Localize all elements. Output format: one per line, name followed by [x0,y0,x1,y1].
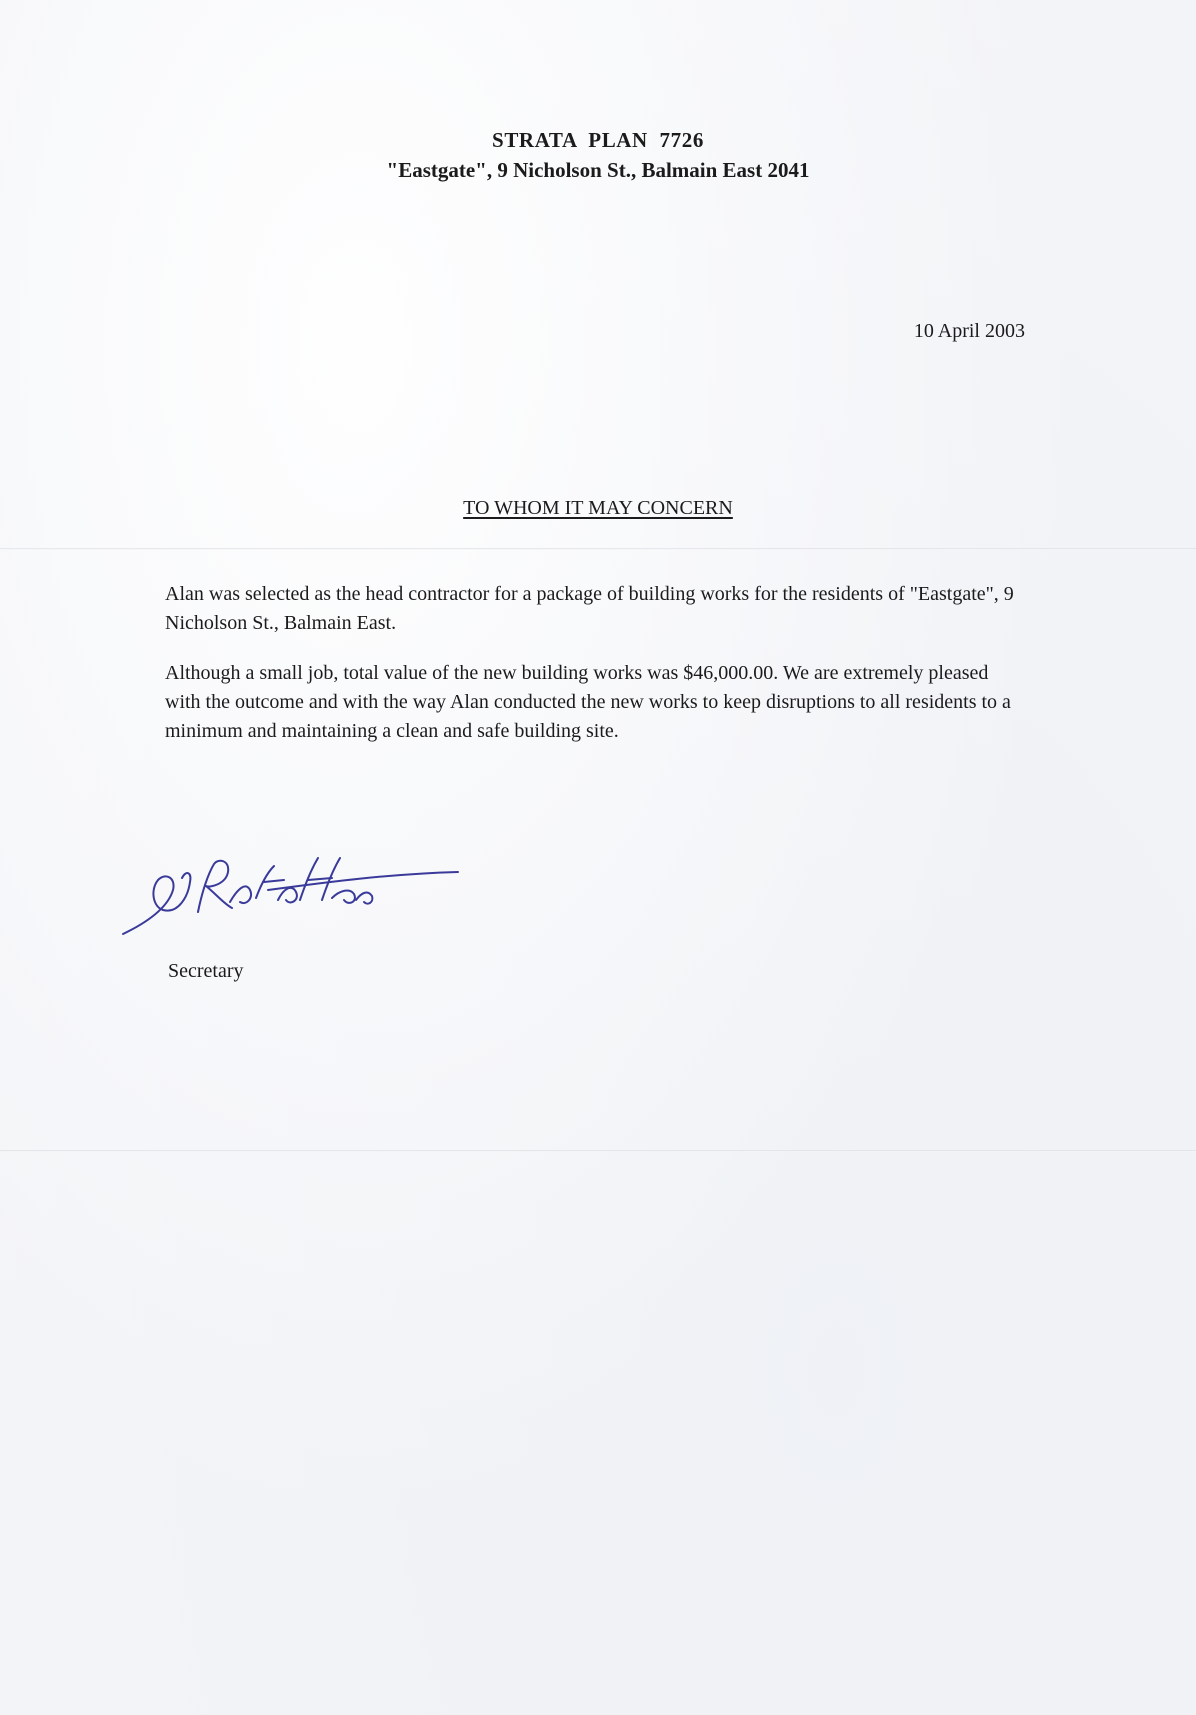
letter-body [165,580,1025,767]
letterhead-title: STRATA PLAN 7726 [492,128,704,152]
letterhead-address: "Eastgate", 9 Nicholson St., Balmain East 2041 [386,158,810,182]
signatory-role: Secretary [168,960,244,982]
paper-fold-line [0,1150,1196,1152]
handwritten-signature [118,852,478,942]
paper-fold-line [0,548,1196,550]
letter-date: 10 April 2003 [913,320,1025,342]
letter-heading: TO WHOM IT MAY CONCERN [463,497,733,519]
body-paragraph: Although a small job, total value of the new building works was $46,000.00. We are extremely pleased with the outcome and with the way Alan conducted the new works to keep disruptions to all residents to a minimum and maintaining a clean and safe building site. [165,662,1011,742]
body-paragraph: Alan was selected as the head contractor for a package of building works for the residents of "Eastgate", 9 Nicholson St., Balmain East. [165,583,1014,634]
